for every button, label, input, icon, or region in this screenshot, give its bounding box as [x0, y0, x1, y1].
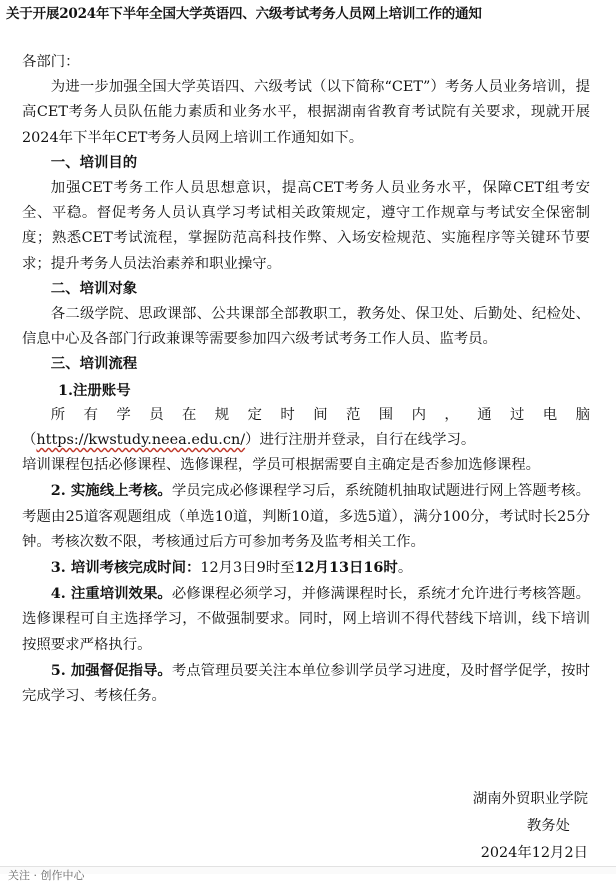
- item-3-paragraph: [22, 555, 590, 581]
- signature-date: 2024年12月2日: [480, 845, 588, 861]
- item-4-heading: 4. 注重培训效果。: [50, 585, 172, 603]
- bottom-toolbar-text[interactable]: 关注 · 创作中心: [8, 869, 85, 882]
- item-4-paragraph: [22, 581, 590, 658]
- item-2-text: 学员完成必修课程学习后，系统随机抽取试题进行网上答题考核。考题由25道客观题组成（单选10道，判断10道，多选5道），满分100分，考试时长25分钟。考核次数不限，考核通过后方可参加考务及监考相关工作。: [22, 483, 590, 550]
- item-3-heading: 3. 培训考核完成时间：: [50, 559, 201, 577]
- item-1-heading: 1.注册账号: [58, 381, 131, 399]
- item-2-heading: 2. 实施线上考核。: [50, 482, 172, 500]
- item-5-text: 考点管理员要关注本单位参训学员学习进度，及时督学促学，按时完成学习、考核任务。: [22, 662, 590, 705]
- item-3-time-start: 12月3日9时至: [200, 560, 295, 577]
- item-1-url-line: [22, 428, 590, 453]
- item-3-time-end: 12月13日16时: [294, 559, 398, 577]
- item-3-period: 。: [397, 560, 413, 577]
- paren-open: （: [22, 432, 37, 449]
- section-1-heading: 一、培训目的: [50, 154, 138, 171]
- section-1-text: 加强CET考务工作人员思想意识，提高CET考务人员业务水平，保障CET组考安全、平稳。督促考务人员认真学习考试相关政策规定，遵守工作规章与考试安全保密制度；熟悉CET考试流程，掌握防范高科技作弊、入场安检规范、实施程序等关键环节要求；提升考务人员法治素养和职业操守。: [22, 180, 590, 272]
- item-5-paragraph: [22, 658, 590, 709]
- section-2-heading: 二、培训对象: [50, 280, 138, 297]
- signature-org: 湖南外贸职业学院: [472, 791, 588, 807]
- signature-block: [473, 786, 588, 867]
- section-2-text: 各二级学院、思政课部、公共课部全部教职工，教务处、保卫处、后勤处、纪检处、信息中心及各部门行政兼课等需要参加四六级考试考务工作人员、监考员。: [22, 306, 590, 348]
- item-1-text: 培训课程包括必修课程、选修课程，学员可根据需要自主确定是否参加选修课程。: [22, 457, 541, 474]
- document-body: [22, 50, 590, 709]
- url-line-rest: ）进行注册并登录，自行在线学习。: [245, 432, 476, 449]
- signature-dept: 教务处: [526, 818, 570, 834]
- item-4-text: 必修课程必须学习，并修满课程时长，系统才允许进行考核答题。选修课程可自主选择学习，不做强制要求。同时，网上培训不得代替线下培训，线下培训按照要求严格执行。: [22, 586, 590, 653]
- document-title: 关于开展2024年下半年全国大学英语四、六级考试考务人员网上培训工作的通知: [6, 6, 482, 22]
- item-2-paragraph: [22, 478, 590, 555]
- item-5-heading: 5. 加强督促指导。: [50, 661, 172, 679]
- salutation: 各部门：: [22, 54, 80, 70]
- bottom-toolbar: [0, 866, 616, 882]
- item-1-line1: 所有学员在规定时间范围内，通过电脑: [50, 406, 590, 423]
- section-3-heading: 三、培训流程: [50, 356, 138, 373]
- registration-link[interactable]: https://kwstudy.neea.edu.cn/: [36, 432, 246, 449]
- intro-paragraph: 为进一步加强全国大学英语四、六级考试（以下简称“CET”）考务人员业务培训，提高CET考务人员队伍能力素质和业务水平，根据湖南省教育考试院有关要求，现就开展2024年下半年CET考务人员网上培训工作通知如下。: [22, 79, 590, 146]
